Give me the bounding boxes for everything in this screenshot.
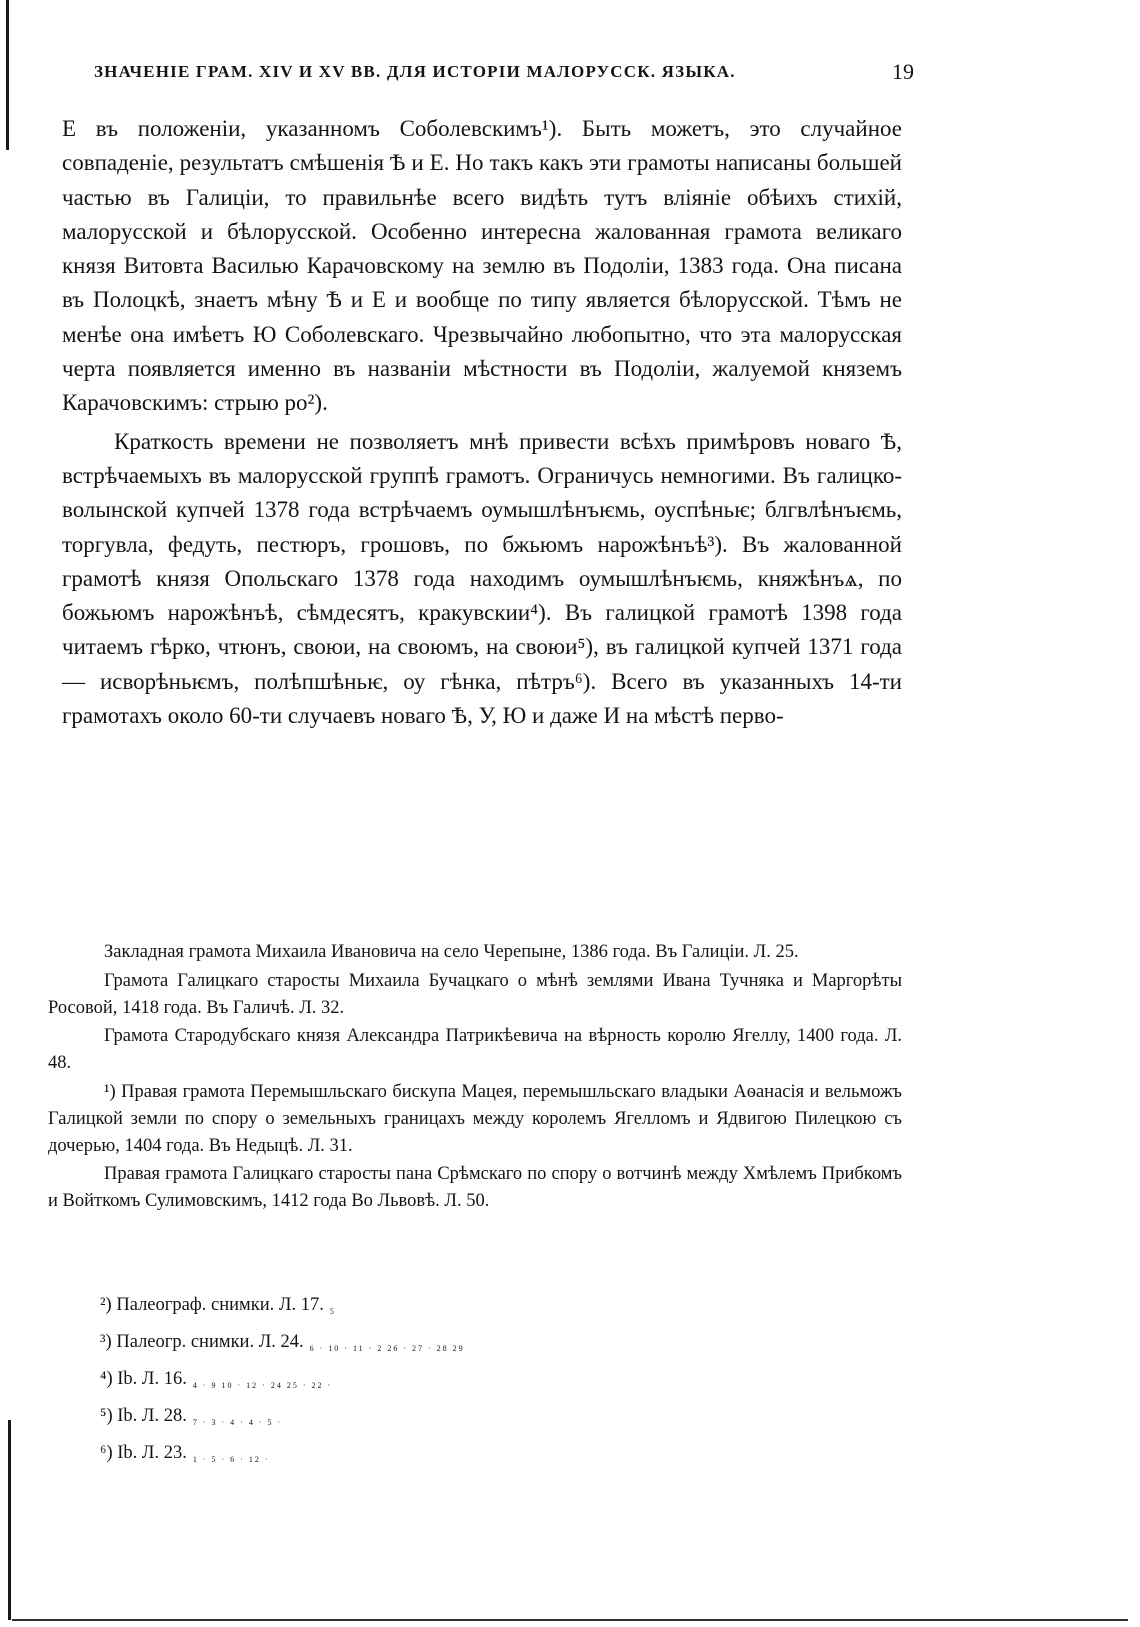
page-number: 19 xyxy=(892,59,914,84)
footnote-continuation-2: Грамота Галицкаго старосты Михаила Бучацкаго о мѣнѣ землями Ивана Тучняка и Маргорѣты Росовой, 1418 года. Въ Галичѣ. Л. 32. xyxy=(48,970,902,1018)
footnote-5: ⁵) Ib. Л. 28. $_{7 \cdot 3 \cdot 4 \cdot 4 \cdot 5 \cdot}$ xyxy=(100,1406,283,1427)
paragraph-2: Краткость времени не позволяетъ мнѣ привести всѣхъ примѣровъ новаго Ѣ, встрѣчаемыхъ въ малорусской группѣ грамотъ. Ограничусь немногими. Въ галицко-волынской купчей 1378 года встрѣчаемъ оумышлѣнъѥмь, оуспѣньѥ; блгвлѣнъѥмь, торгувла, федуть, пестюръ, грошовъ, по бжьюмъ нарожѣнъѣ³). Въ жалованной грамотѣ князя Опольскаго 1378 года находимъ оумышлѣнъѥмь, княжѣнъѧ, по божьюмъ нарожѣнъѣ, сѣмдесятъ, кракувскии⁴). Въ галицкой грамотѣ 1398 года читаемъ гѣрко, чтюнъ, своюи, на своюмъ, на своюи⁵), въ галицкой купчей 1371 года — исворѣньѥмъ, полѣпшѣньѥ, оу гѣнка, пѣтръ⁶). Всего въ указанныхъ 14-ти грамотахъ около 60-ти случаевъ новаго Ѣ, У, Ю и даже И на мѣстѣ перво- xyxy=(62,428,902,729)
footnote-refs: 1 · 5 · 6 · 12 · xyxy=(192,1455,270,1464)
footnote-refs: 6 · 10 · 11 · 2 26 · 27 · 28 29 xyxy=(309,1344,465,1353)
footnote-4: ⁴) Ib. Л. 16. $_{4 \cdot 9 10 \cdot 12 \cdot 24 25 \cdot 22 \cdot}$ xyxy=(100,1369,333,1390)
footnote-continuation-1: Закладная грамота Михаила Ивановича на село Черепыне, 1386 года. Въ Галиціи. Л. 25. xyxy=(104,942,799,962)
footnote-2: ²) Палеограф. снимки. Л. 17. $_5$ xyxy=(100,1295,336,1316)
footnote-6: ⁶) Ib. Л. 23. $_{1 \cdot 5 \cdot 6 \cdot 12 \cdot}$ xyxy=(100,1443,270,1464)
running-head-title: ЗНАЧЕНІЕ ГРАМ. XIV И XV ВВ. ДЛЯ ИСТОРІИ МАЛОРУССК. ЯЗЫКА. xyxy=(94,62,736,81)
footnote-list xyxy=(100,1290,465,1475)
footnote-refs: 7 · 3 · 4 · 4 · 5 · xyxy=(192,1418,283,1427)
main-text xyxy=(62,112,902,733)
scan-edge-bottom xyxy=(12,1619,1128,1621)
footnote-1-continued: Правая грамота Галицкаго старосты пана Срѣмскаго по спору о вотчинѣ между Хмѣлемъ Прибкомъ и Войткомъ Сулимовскимъ, 1412 года Во Львовѣ. Л. 50. xyxy=(48,1164,902,1212)
footnotes xyxy=(48,937,902,1215)
paragraph-1: Е въ положеніи, указанномъ Соболевскимъ¹). Быть можетъ, это случайное совпаденіе, результатъ смѣшенія Ѣ и Е. Но такъ какъ эти грамоты написаны большей частью въ Галиціи, то правильнѣе всего видѣть тутъ вліяніе обѣихъ стихій, малорусской и бѣлорусской. Особенно интересна жалованная грамота великаго князя Витовта Василью Карачовскому на землю въ Подоліи, 1383 года. Она писана въ Полоцкѣ, знаетъ мѣну Ѣ и Е и вообще по типу является бѣлорусской. Тѣмъ не менѣе она имѣетъ Ю Соболевскаго. Чрезвычайно любопытно, что эта малорусская черта появляется именно въ названіи мѣстности въ Подоліи, жалуемой княземъ Карачовскимъ: стрыю ро²). xyxy=(62,116,902,416)
footnote-refs: 5 xyxy=(329,1307,336,1316)
footnote-refs: 4 · 9 10 · 12 · 24 25 · 22 · xyxy=(192,1381,333,1390)
footnote-3: ³) Палеогр. снимки. Л. 24. $_{6 \cdot 10 \cdot 11 \cdot 2 26 \cdot 27 \cdot 28 29}$ xyxy=(100,1332,465,1353)
running-head xyxy=(94,59,914,90)
footnote-continuation-3: Грамота Стародубскаго князя Александра Патрикѣевича на вѣрность королю Ягеллу, 1400 года. Л. 48. xyxy=(48,1026,902,1074)
scan-edge-left-lower xyxy=(8,1420,11,1620)
scan-edge-left xyxy=(6,0,9,150)
footnote-1: ¹) Правая грамота Перемышльскаго бискупа Мацея, перемышльскаго владыки Аѳанасія и вельможъ Галицкой земли по спору о земельныхъ границахъ между королемъ Ягелломъ и Ядвигою Пилецкою съ дочерью, 1404 года. Въ Недыцѣ. Л. 31. xyxy=(48,1081,902,1156)
